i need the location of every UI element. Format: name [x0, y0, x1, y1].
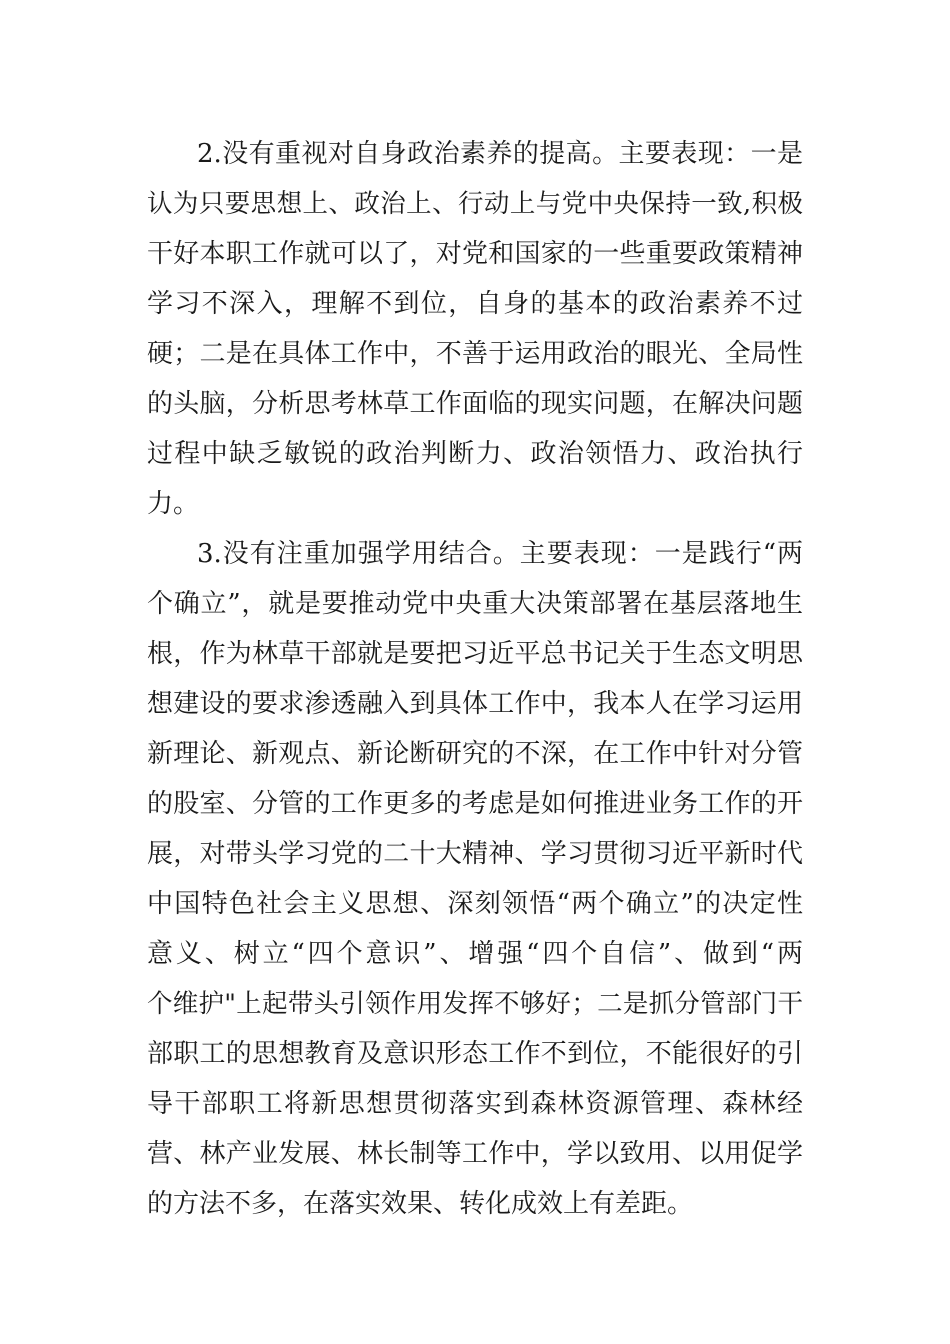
- paragraph-3-line-14: 的方法不多，在落实效果、转化成效上有差距。: [147, 1189, 694, 1219]
- paragraph-3-line-8: 中国特色社会主义思想、深刻领悟“两个确立”的决定性: [147, 889, 803, 919]
- paragraph-3-line-5: 新理论、新观点、新论断研究的不深，在工作中针对分管: [147, 739, 803, 769]
- paragraph-3-line-13: 营、林产业发展、林长制等工作中，学以致用、以用促学: [147, 1139, 803, 1169]
- paragraph-2-line-2: 认为只要思想上、政治上、行动上与党中央保持一致,积极: [147, 189, 803, 219]
- paragraph-3-line-11: 部职工的思想教育及意识形态工作不到位，不能很好的引: [147, 1039, 803, 1069]
- paragraph-3-line-10: 个维护"上起带头引领作用发挥不够好；二是抓分管部门干: [147, 989, 803, 1019]
- paragraph-3-line-9: 意义、树立“四个意识”、增强“四个自信”、做到“两: [147, 939, 803, 969]
- paragraph-3-line-6: 的股室、分管的工作更多的考虑是如何推进业务工作的开: [147, 789, 803, 819]
- paragraph-3-line-4: 想建设的要求渗透融入到具体工作中，我本人在学习运用: [147, 689, 803, 719]
- paragraph-3-line-1: 3.没有注重加强学用结合。主要表现：一是践行“两: [197, 539, 803, 569]
- paragraph-2-line-4: 学习不深入，理解不到位，自身的基本的政治素养不过: [147, 289, 803, 319]
- paragraph-2-line-5: 硬；二是在具体工作中，不善于运用政治的眼光、全局性: [147, 339, 803, 369]
- paragraph-2-line-7: 过程中缺乏敏锐的政治判断力、政治领悟力、政治执行: [147, 439, 803, 469]
- paragraph-3-line-7: 展，对带头学习党的二十大精神、学习贯彻习近平新时代: [147, 839, 803, 869]
- paragraph-2-line-1: 2.没有重视对自身政治素养的提高。主要表现：一是: [197, 139, 803, 169]
- paragraph-3-line-3: 根，作为林草干部就是要把习近平总书记关于生态文明思: [147, 639, 803, 669]
- paragraph-2-line-3: 干好本职工作就可以了，对党和国家的一些重要政策精神: [147, 239, 803, 269]
- paragraph-3-line-2: 个确立”，就是要推动党中央重大决策部署在基层落地生: [147, 589, 803, 619]
- paragraph-2-line-6: 的头脑，分析思考林草工作面临的现实问题，在解决问题: [147, 389, 803, 419]
- paragraph-2-line-8: 力。: [147, 489, 200, 519]
- paragraph-3-line-12: 导干部职工将新思想贯彻落实到森林资源管理、森林经: [147, 1089, 803, 1119]
